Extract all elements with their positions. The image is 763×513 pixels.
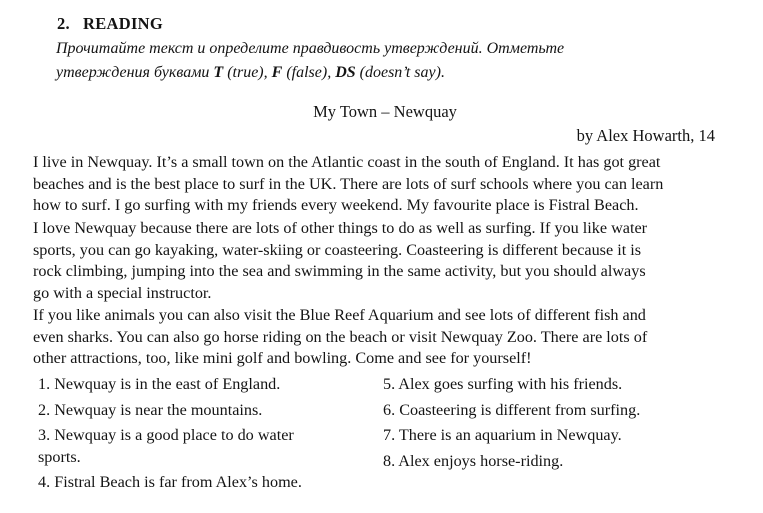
doesnt-say-meaning: (doesn’t say). [355,64,445,81]
statement-text: 2. Newquay is near the mountains. [38,401,263,419]
paragraph-line: how to surf. I go surfing with my friends every weekend. My favourite place is Fistral Beach. [33,196,639,215]
paragraph-line: sports, you can go kayaking, water-skiing or coasteering. Coasteering is different because it is [33,240,642,259]
statement-4 [38,472,302,494]
paragraph-line: go with a special instructor. [33,284,212,303]
instructions-line-2 [56,61,696,85]
paragraph-line: other attractions, too, like mini golf and bowling. Come and see for yourself! [33,349,532,368]
statement-text: 5. Alex goes surfing with his friends. [383,375,623,393]
instructions-line-1: Прочитайте текст и определите правдивость утверждений. Отметьте [56,40,565,57]
false-meaning: (false), [282,64,336,81]
statement-text: 3. Newquay is a good place to do water [38,426,294,444]
doesnt-say-letter: DS [335,64,356,81]
statement-5 [383,374,622,396]
statement-6 [383,400,640,422]
true-meaning: (true), [223,64,272,81]
statement-text: 6. Coasteering is different from surfing. [383,401,641,419]
article-paragraph-3 [33,305,647,370]
paragraph-line: I love Newquay because there are lots of other things to do as well as surfing. If you like water [33,219,648,237]
section-number: 2. [57,14,70,33]
article-paragraph-2 [33,218,647,305]
article-paragraph-1 [33,152,663,217]
paragraph-line: even sharks. You can also go horse riding on the beach or visit Newquay Zoo. There are lots of [33,327,648,346]
article-byline: by Alex Howarth, 14 [576,126,715,145]
statement-text: 7. There is an aquarium in Newquay. [383,426,622,444]
paragraph-line: If you like animals you can also visit the Blue Reef Aquarium and see lots of different fish and [33,306,646,324]
article-title: My Town – Newquay [313,102,457,121]
statement-7 [383,425,622,447]
paragraph-line: I live in Newquay. It’s a small town on the Atlantic coast in the south of England. It has got great [33,153,661,171]
section-heading [57,14,163,34]
task-instructions [56,37,696,85]
instructions-prefix: утверждения буквами [56,64,214,81]
paragraph-line: rock climbing, jumping into the sea and swimming in the same activity, but you should always [33,262,646,281]
false-letter: F [271,64,283,81]
paragraph-line: beaches and is the best place to surf in the UK. There are lots of surf schools where you can learn [33,174,664,193]
statement-3 [38,425,294,468]
statement-text-continued: sports. [38,447,81,466]
statement-2 [38,400,262,422]
section-title: READING [83,14,164,33]
statement-text: 8. Alex enjoys horse-riding. [383,452,564,470]
statement-text: 4. Fistral Beach is far from Alex’s home. [38,473,302,491]
statement-text: 1. Newquay is in the east of England. [38,375,281,393]
statement-8 [383,451,563,473]
statement-1 [38,374,280,396]
true-letter: T [213,64,224,81]
